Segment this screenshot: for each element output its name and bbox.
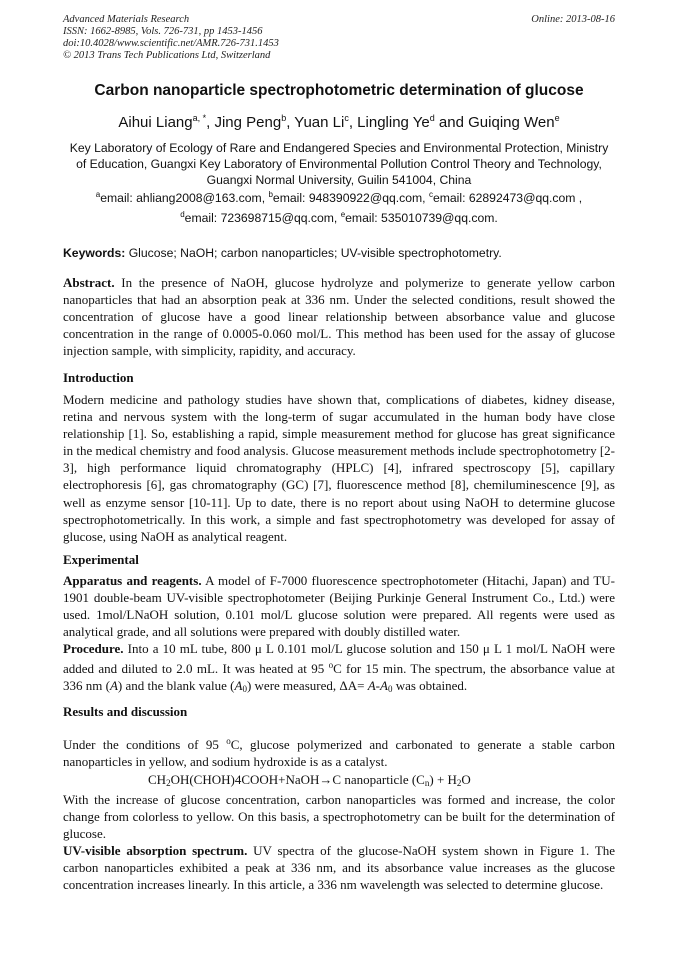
email-line-2: $^d$email: 723698715@qq.com, $^e$email: 535010739@qq.com. xyxy=(180,210,498,226)
results-paragraph-1 xyxy=(63,733,615,770)
author-mark: a, * xyxy=(192,113,207,123)
equation-text: O xyxy=(461,772,471,787)
equation-text: ) + H xyxy=(429,772,457,787)
subscript: n xyxy=(424,778,430,788)
author-mark: b xyxy=(281,113,287,123)
uv-text: UV spectra of the glucose-NaOH system shown in Figure 1. The carbon nanoparticles exhibited a peak at 336 nm, and its absorbance value increases as the glucose concentration increases linearly. In this article, a 336 nm wavelength was selected to determine glucose. xyxy=(63,843,616,893)
procedure-text: C for 15 min. The spectrum, the absorbance value at 336 nm ( xyxy=(63,661,615,694)
subscript: 2 xyxy=(166,778,171,788)
uv-paragraph xyxy=(63,842,615,893)
email-line-1: $^a$email: ahliang2008@163.com, $^b$email: 948390922@qq.com, $^c$email: 62892473@qq.com , xyxy=(95,190,583,206)
apparatus-text: A model of F-7000 fluorescence spectrophotometer (Hitachi, Japan) and TU-1901 double-beam UV-visible spectrophotometer (Beijing Purkinje General Instrument Co., Ltd.) were used. 1mol/LNaOH solution, 0.101 mol/L glucose solution were prepared. All regents were used as analytical grade, and all solutions were prepared with doubly distilled water. xyxy=(63,573,615,640)
section-heading-introduction: Introduction xyxy=(63,370,134,385)
email-link[interactable]: email: 535010739@qq.com. xyxy=(345,211,498,226)
email-mark: d xyxy=(180,210,185,219)
equation-text: OH(CHOH)4COOH+NaOH→C nanoparticle (C xyxy=(170,772,425,787)
apparatus-paragraph xyxy=(63,572,615,640)
author-name: Aihui Liang xyxy=(118,114,193,131)
symbol-a: A xyxy=(109,678,118,694)
email-mark: e xyxy=(340,210,346,219)
email-mark: c xyxy=(428,190,433,199)
section-heading-results: Results and discussion xyxy=(63,704,188,719)
email-link[interactable]: email: 723698715@qq.com xyxy=(184,211,334,226)
section-heading-experimental: Experimental xyxy=(63,552,139,567)
author-name: Yuan Li xyxy=(294,114,345,131)
journal-name: Advanced Materials Research xyxy=(63,14,190,25)
minus-sign: - xyxy=(375,678,380,694)
author-mark: e xyxy=(554,113,560,123)
abstract-label: Abstract. xyxy=(63,275,115,290)
keywords-text: Glucose; NaOH; carbon nanoparticles; UV-visible spectrophotometry. xyxy=(128,246,502,260)
affiliation xyxy=(63,140,615,188)
email-link[interactable]: email: 948390922@qq.com xyxy=(272,191,423,206)
copyright-line: © 2013 Trans Tech Publications Ltd, Switzerland xyxy=(63,50,271,61)
results-paragraph-2: With the increase of glucose concentration, carbon nanoparticles was formed and increase, the color change from colorless to yellow. On this basis, a spectrophotometry can be built for the determination of glucose. xyxy=(63,792,615,842)
degree-mark: o xyxy=(328,660,334,671)
affiliation-line: Guangxi Normal University, Guilin 541004, China xyxy=(206,173,472,187)
introduction-text: Modern medicine and pathology studies have shown that, complications of diabetes, kidney disease, retina and nervous system with the long-term of sugar accumulated in the human body have close relationship [1]. So, establishing a rapid, simple measurement method for glucose has great significance in the medical chemistry and food analysis. Glucose measurement methods include spectrophotometry [2-3], high performance liquid chromatography (HPLC) [4], infrared spectroscopy [5], capillary electrophoresis [6], gas chromatography (GC) [7], fluorescence method [8], chemiluminescence [9], as well as enzyme sensor [10-11]. Up to date, there is no report about using NaOH to determine glucose spectrophotometrically. In this work, a simple and fast spectrophotometry was developed for assay of glucose, using NaOH as analytical reagent. xyxy=(63,392,615,544)
procedure-text: ) were measured, ΔA= xyxy=(246,678,368,694)
author-list: Aihui Liang$^{a, *}$, Jing Peng$^b$, Yuan Li$^c$, Lingling Ye$^d$ and Guiqing Wen$^e$ xyxy=(118,113,560,131)
apparatus-label: Apparatus and reagents. xyxy=(63,573,202,588)
equation-text: CH xyxy=(148,772,167,787)
keywords xyxy=(63,246,502,260)
procedure-text: ) and the blank value ( xyxy=(117,678,235,694)
abstract xyxy=(63,274,615,359)
email-mark: b xyxy=(268,190,273,199)
uv-label: UV-visible absorption spectrum. xyxy=(63,843,248,858)
subscript: 2 xyxy=(456,778,462,788)
author-mark: d xyxy=(429,113,435,123)
keywords-label: Keywords: xyxy=(63,246,126,260)
procedure-text: was obtained. xyxy=(392,678,468,694)
degree-mark: o xyxy=(226,736,231,746)
affiliation-line: Key Laboratory of Ecology of Rare and Endangered Species and Environmental Protection, Ministry xyxy=(69,141,609,155)
email-link[interactable]: email: 62892473@qq.com xyxy=(432,191,576,206)
procedure-label: Procedure. xyxy=(63,641,124,656)
subscript: 0 xyxy=(387,684,393,695)
abstract-text: In the presence of NaOH, glucose hydrolyze and polymerize to generate yellow carbon nanoparticles that had an absorption peak at 336 nm. Under the selected conditions, result showed the concentration of glucose have a good linear relationship between absorbance value and glucose concentration in the range of 0.0005-0.060 mol/L. This method has been used for the assay of glucose injection sample, with simplicity, rapidity, and accuracy. xyxy=(63,275,616,359)
author-name: Guiqing Wen xyxy=(468,114,555,131)
affiliation-line: of Education, Guangxi Key Laboratory of Environmental Pollution Control Theory and Technology, xyxy=(76,157,602,171)
author-name: Lingling Ye xyxy=(357,114,430,131)
symbol-a0: A xyxy=(234,678,243,694)
issn-line: ISSN: 1662-8985, Vols. 726-731, pp 1453-1456 xyxy=(63,26,263,37)
online-date: Online: 2013-08-16 xyxy=(531,14,615,25)
results-text: C, glucose polymerized and carbonated to generate a stable carbon nanoparticles in yellow, and sodium hydroxide is as a catalyst. xyxy=(63,737,615,770)
doi-line: doi:10.4028/www.scientific.net/AMR.726-731.1453 xyxy=(63,38,279,49)
author-mark: c xyxy=(344,113,349,123)
procedure-paragraph xyxy=(63,640,615,698)
subscript: 0 xyxy=(242,684,247,695)
symbol-a0: A xyxy=(379,678,388,694)
email-mark: a xyxy=(95,190,101,199)
paper-title: Carbon nanoparticle spectrophotometric determination of glucose xyxy=(94,82,584,99)
reaction-equation xyxy=(148,772,471,788)
results-text: Under the conditions of 95 xyxy=(63,737,227,752)
author-name: Jing Peng xyxy=(214,114,282,131)
procedure-text: Into a 10 mL tube, 800 μ L 0.101 mol/L glucose solution and 150 μ L 1 mol/L NaOH were added and diluted to 2.0 mL. It was heated at 95 xyxy=(63,641,615,677)
email-link[interactable]: email: ahliang2008@163.com xyxy=(100,191,262,206)
symbol-a: A xyxy=(367,678,376,694)
